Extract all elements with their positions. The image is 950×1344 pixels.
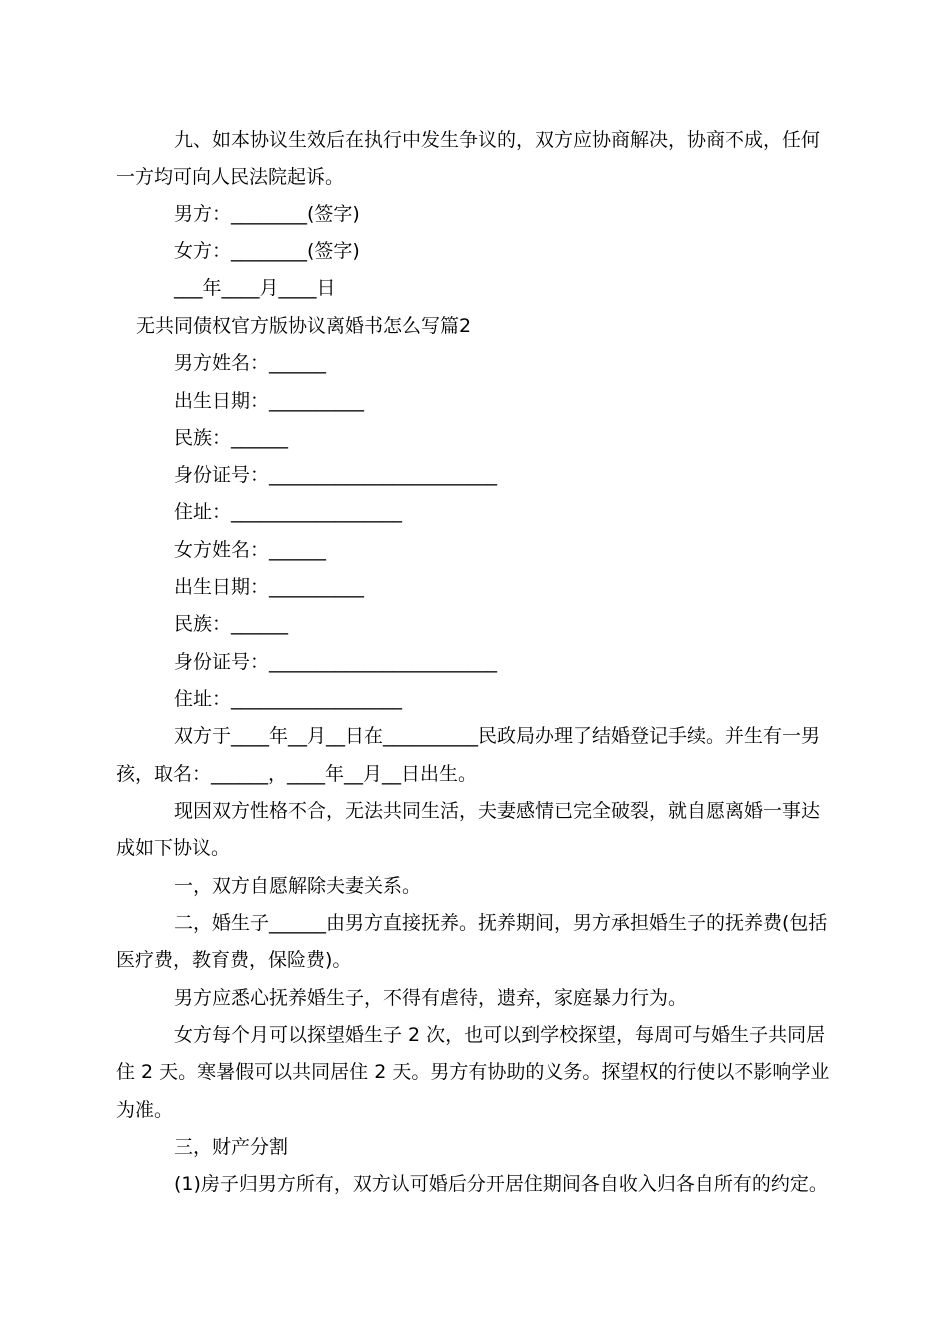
clause-two-line-2: 医疗费，教育费，保险费)。 xyxy=(116,949,352,971)
section-title: 无共同债权官方版协议离婚书怎么写篇2 xyxy=(136,315,472,337)
female-name-field: 女方姓名：______ xyxy=(174,539,327,561)
date-line: ___年____月____日 xyxy=(174,277,336,299)
clause-two-line-1: 二，婚生子______由男方直接抚养。抚养期间，男方承担婚生子的抚养费(包括 xyxy=(174,912,828,934)
property-item-one: (1)房子归男方所有，双方认可婚后分开居住期间各自收入归各自所有的约定。 xyxy=(174,1173,828,1195)
male-name-field: 男方姓名：______ xyxy=(174,352,327,374)
female-address-field: 住址：__________________ xyxy=(174,688,403,710)
clause-one: 一，双方自愿解除夫妻关系。 xyxy=(174,875,422,897)
male-birthdate-field: 出生日期：__________ xyxy=(174,390,365,412)
divorce-reason-line-1: 现因双方性格不合，无法共同生活，夫妻感情已完全破裂，就自愿离婚一事达 xyxy=(174,800,821,822)
female-ethnicity-field: 民族：______ xyxy=(174,613,289,635)
clause-nine-line-1: 九、如本协议生效后在执行中发生争议的，双方应协商解决，协商不成，任何 xyxy=(174,129,821,151)
male-signature-line: 男方：________(签字) xyxy=(174,203,360,225)
custody-duty-line: 男方应悉心抚养婚生子，不得有虐待，遗弃，家庭暴力行为。 xyxy=(174,987,688,1009)
female-id-number-field: 身份证号：________________________ xyxy=(174,651,498,673)
male-address-field: 住址：__________________ xyxy=(174,501,403,523)
visitation-line-1: 女方每个月可以探望婚生子 2 次，也可以到学校探望，每周可与婚生子共同居 xyxy=(174,1024,826,1046)
female-birthdate-field: 出生日期：__________ xyxy=(174,576,365,598)
marriage-registration-line-2: 孩，取名：______，____年__月__日出生。 xyxy=(116,763,478,785)
visitation-line-3: 为准。 xyxy=(116,1099,174,1121)
male-id-number-field: 身份证号：________________________ xyxy=(174,464,498,486)
clause-three-heading: 三，财产分割 xyxy=(174,1136,289,1158)
female-signature-line: 女方：________(签字) xyxy=(174,240,360,262)
divorce-reason-line-2: 成如下协议。 xyxy=(116,837,231,859)
visitation-line-2: 住 2 天。寒暑假可以共同居住 2 天。男方有协助的义务。探望权的行使以不影响学业 xyxy=(116,1061,830,1083)
marriage-registration-line-1: 双方于____年__月__日在__________民政局办理了结婚登记手续。并生有一男 xyxy=(174,725,821,747)
clause-nine-line-2: 一方均可向人民法院起诉。 xyxy=(116,166,345,188)
male-ethnicity-field: 民族：______ xyxy=(174,427,289,449)
